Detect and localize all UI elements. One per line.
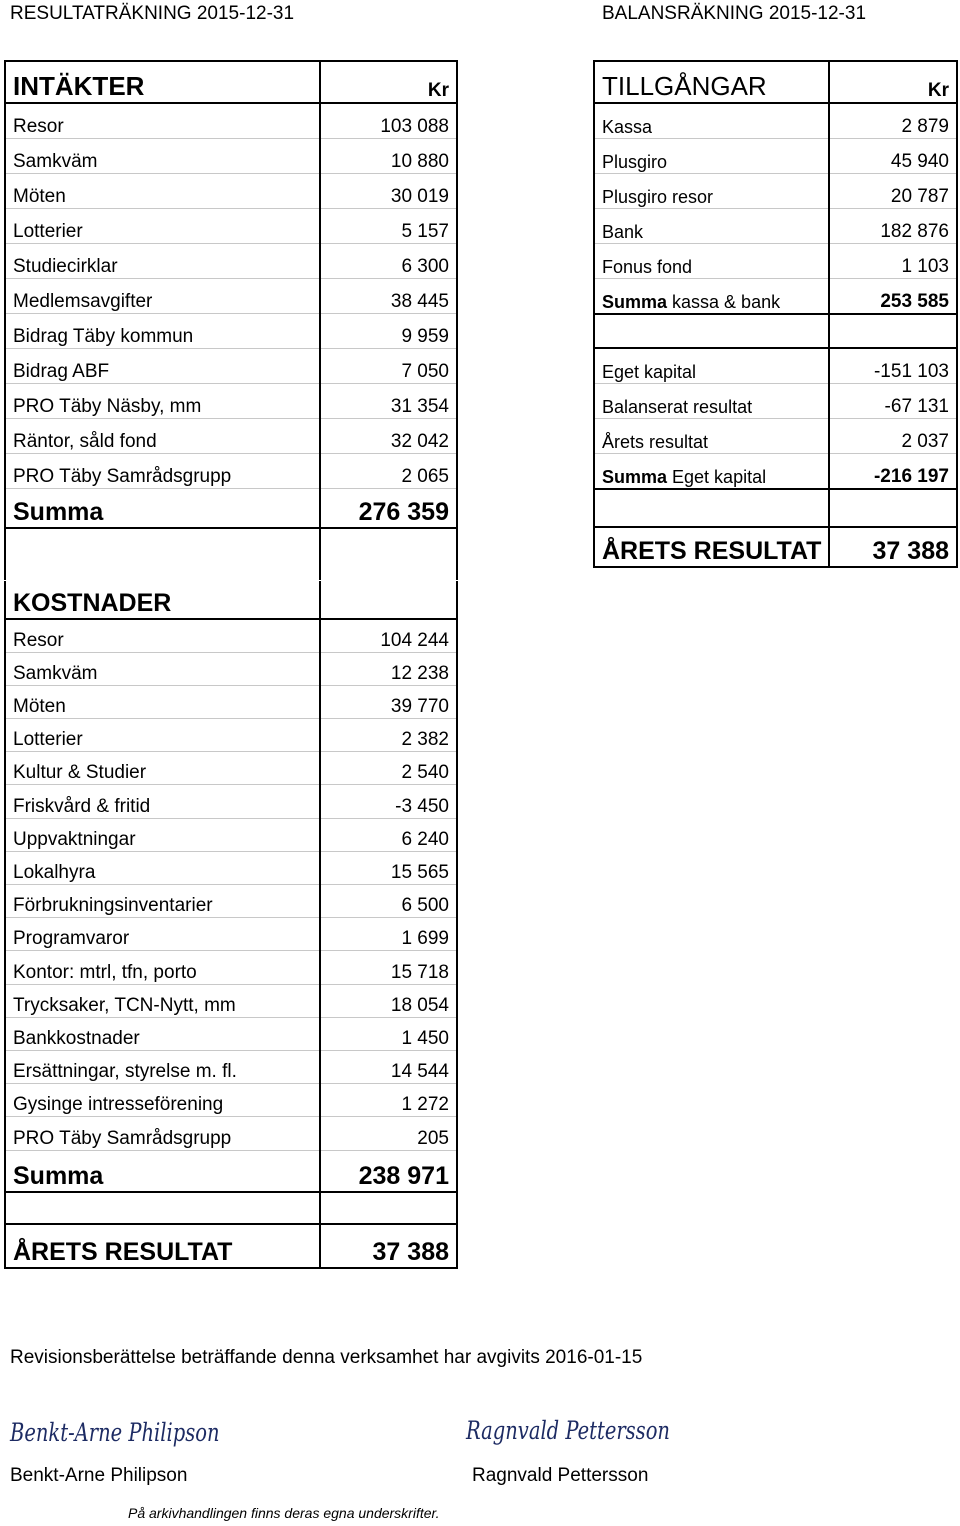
kostnad-row [5, 619, 457, 652]
intakter-value: 38 445 [320, 278, 457, 313]
kostnad-label: Trycksaker, TCN-Nytt, mm [5, 984, 320, 1017]
intakter-rows [5, 103, 457, 488]
arets-resultat-right-value: 37 388 [829, 527, 957, 567]
kostnader-sum-value: 238 971 [320, 1150, 457, 1192]
kostnader-table [4, 581, 458, 1269]
tillgangar-sum-bold: Summa [602, 292, 668, 312]
kostnad-label: PRO Täby Samrådsgrupp [5, 1117, 320, 1150]
archive-footnote: På arkivhandlingen finns deras egna underskrifter. [128, 1505, 440, 1521]
intakter-row [5, 313, 457, 348]
signature-ragnvald: Ragnvald Pettersson [466, 1416, 670, 1445]
tillgang-value: 2 879 [829, 103, 957, 138]
kostnad-label: Förbrukningsinventarier [5, 885, 320, 918]
intakter-value: 32 042 [320, 418, 457, 453]
kostnad-label: Möten [5, 685, 320, 718]
kostnad-value: 18 054 [320, 984, 457, 1017]
kostnad-value: 12 238 [320, 652, 457, 685]
tillgangar-sum-rest: kassa & bank [667, 292, 781, 312]
kostnad-row [5, 652, 457, 685]
eget-kapital-value: -151 103 [829, 348, 957, 383]
intakter-row [5, 138, 457, 173]
eget-kapital-row [594, 348, 957, 383]
tillgang-label: Plusgiro resor [594, 173, 829, 208]
eget-kapital-rows [594, 348, 957, 453]
kostnad-value: 1 450 [320, 1017, 457, 1050]
kostnad-label: Resor [5, 619, 320, 652]
intakter-value: 7 050 [320, 348, 457, 383]
kostnad-value: 1 699 [320, 918, 457, 951]
tillgangar-sum-label [594, 278, 829, 314]
intakter-label: Möten [5, 173, 320, 208]
kostnader-spacer [5, 1192, 320, 1224]
tillgangar-heading: TILLGÅNGAR [594, 61, 829, 103]
kostnad-row [5, 984, 457, 1017]
eget-kapital-row [594, 383, 957, 418]
tillgang-row [594, 173, 957, 208]
kostnad-value: 205 [320, 1117, 457, 1150]
tillgang-row [594, 243, 957, 278]
eget-kapital-value: -67 131 [829, 383, 957, 418]
balansrakning-title: BALANSRÄKNING 2015-12-31 [602, 3, 867, 24]
intakter-sum-value: 276 359 [320, 488, 457, 528]
tillgang-value: 1 103 [829, 243, 957, 278]
eget-sum-value: -216 197 [829, 453, 957, 489]
resultatrakning-title: RESULTATRÄKNING 2015-12-31 [10, 3, 295, 24]
eget-kapital-label: Eget kapital [594, 348, 829, 383]
kostnad-label: Friskvård & fritid [5, 785, 320, 818]
intakter-label: Medlemsavgifter [5, 278, 320, 313]
kostnad-value: 15 565 [320, 851, 457, 884]
kostnad-value: 14 544 [320, 1050, 457, 1083]
intakter-row [5, 278, 457, 313]
kostnad-row [5, 719, 457, 752]
kostnad-row [5, 785, 457, 818]
intakter-row [5, 173, 457, 208]
kostnad-value: 39 770 [320, 685, 457, 718]
intakter-value: 2 065 [320, 453, 457, 488]
kostnad-row [5, 685, 457, 718]
arets-resultat-left-value: 37 388 [320, 1224, 457, 1268]
intakter-row [5, 383, 457, 418]
eget-kapital-label: Balanserat resultat [594, 383, 829, 418]
kostnader-sum-label: Summa [5, 1150, 320, 1192]
eget-kapital-label: Årets resultat [594, 418, 829, 453]
tillgang-label: Kassa [594, 103, 829, 138]
kostnad-label: Ersättningar, styrelse m. fl. [5, 1050, 320, 1083]
eget-kapital-value: 2 037 [829, 418, 957, 453]
kostnad-label: Samkväm [5, 652, 320, 685]
kostnad-row [5, 1117, 457, 1150]
intakter-value: 10 880 [320, 138, 457, 173]
arets-resultat-left-label: ÅRETS RESULTAT [5, 1224, 320, 1268]
kostnad-value: 6 500 [320, 885, 457, 918]
intakter-label: Samkväm [5, 138, 320, 173]
balans-spacer-1 [594, 314, 829, 348]
kostnader-rows [5, 619, 457, 1150]
intakter-value: 103 088 [320, 103, 457, 138]
intakter-value: 9 959 [320, 313, 457, 348]
tillgang-label: Bank [594, 208, 829, 243]
tillgangar-unit: Kr [829, 61, 957, 103]
intakter-label: PRO Täby Samrådsgrupp [5, 453, 320, 488]
intakter-label: Bidrag Täby kommun [5, 313, 320, 348]
kostnad-value: 1 272 [320, 1084, 457, 1117]
balans-spacer-2 [594, 489, 829, 527]
name-benkt-arne: Benkt-Arne Philipson [10, 1465, 188, 1486]
intakter-row [5, 208, 457, 243]
eget-sum-rest: Eget kapital [667, 467, 767, 487]
tillgang-row [594, 208, 957, 243]
kostnad-row [5, 818, 457, 851]
kostnad-label: Lotterier [5, 719, 320, 752]
kostnader-heading: KOSTNADER [5, 581, 320, 619]
kostnad-label: Programvaror [5, 918, 320, 951]
kostnad-row [5, 1017, 457, 1050]
kostnad-value: 104 244 [320, 619, 457, 652]
kostnad-label: Bankkostnader [5, 1017, 320, 1050]
intakter-row [5, 348, 457, 383]
intakter-row [5, 453, 457, 488]
eget-sum-label [594, 453, 829, 489]
intakter-row [5, 243, 457, 278]
intakter-label: Bidrag ABF [5, 348, 320, 383]
kostnad-row [5, 951, 457, 984]
arets-resultat-right-label: ÅRETS RESULTAT [594, 527, 829, 567]
intakter-label: Lotterier [5, 208, 320, 243]
intakter-label: Resor [5, 103, 320, 138]
kostnad-value: -3 450 [320, 785, 457, 818]
eget-kapital-row [594, 418, 957, 453]
kostnad-row [5, 918, 457, 951]
intakter-value: 31 354 [320, 383, 457, 418]
kostnad-value: 6 240 [320, 818, 457, 851]
kostnad-value: 2 382 [320, 719, 457, 752]
intakter-label: Studiecirklar [5, 243, 320, 278]
kostnad-row [5, 752, 457, 785]
tillgangar-rows [594, 103, 957, 278]
intakter-unit: Kr [320, 61, 457, 103]
kostnad-label: Kontor: mtrl, tfn, porto [5, 951, 320, 984]
intakter-value: 30 019 [320, 173, 457, 208]
kostnad-label: Gysinge intresseförening [5, 1084, 320, 1117]
intakter-spacer [5, 528, 320, 580]
tillgang-row [594, 103, 957, 138]
eget-sum-bold: Summa [602, 467, 668, 487]
intakter-heading: INTÄKTER [5, 61, 320, 103]
tillgang-row [594, 138, 957, 173]
intakter-row [5, 103, 457, 138]
intakter-table [4, 60, 458, 580]
kostnad-row [5, 885, 457, 918]
name-ragnvald: Ragnvald Pettersson [472, 1465, 649, 1486]
kostnad-value: 15 718 [320, 951, 457, 984]
kostnad-label: Uppvaktningar [5, 818, 320, 851]
kostnad-row [5, 851, 457, 884]
kostnad-label: Lokalhyra [5, 851, 320, 884]
intakter-value: 6 300 [320, 243, 457, 278]
signature-benkt-arne: Benkt-Arne Philipson [10, 1418, 220, 1447]
tillgangar-sum-value: 253 585 [829, 278, 957, 314]
kostnad-row [5, 1050, 457, 1083]
tillgang-label: Plusgiro [594, 138, 829, 173]
tillgang-value: 182 876 [829, 208, 957, 243]
kostnad-value: 2 540 [320, 752, 457, 785]
kostnad-row [5, 1084, 457, 1117]
tillgang-label: Fonus fond [594, 243, 829, 278]
intakter-label: PRO Täby Näsby, mm [5, 383, 320, 418]
intakter-row [5, 418, 457, 453]
intakter-label: Räntor, såld fond [5, 418, 320, 453]
revision-note: Revisionsberättelse beträffande denna verksamhet har avgivits 2016-01-15 [10, 1347, 643, 1368]
intakter-value: 5 157 [320, 208, 457, 243]
tillgang-value: 20 787 [829, 173, 957, 208]
kostnad-label: Kultur & Studier [5, 752, 320, 785]
tillgang-value: 45 940 [829, 138, 957, 173]
balans-table [593, 60, 958, 568]
intakter-sum-label: Summa [5, 488, 320, 528]
